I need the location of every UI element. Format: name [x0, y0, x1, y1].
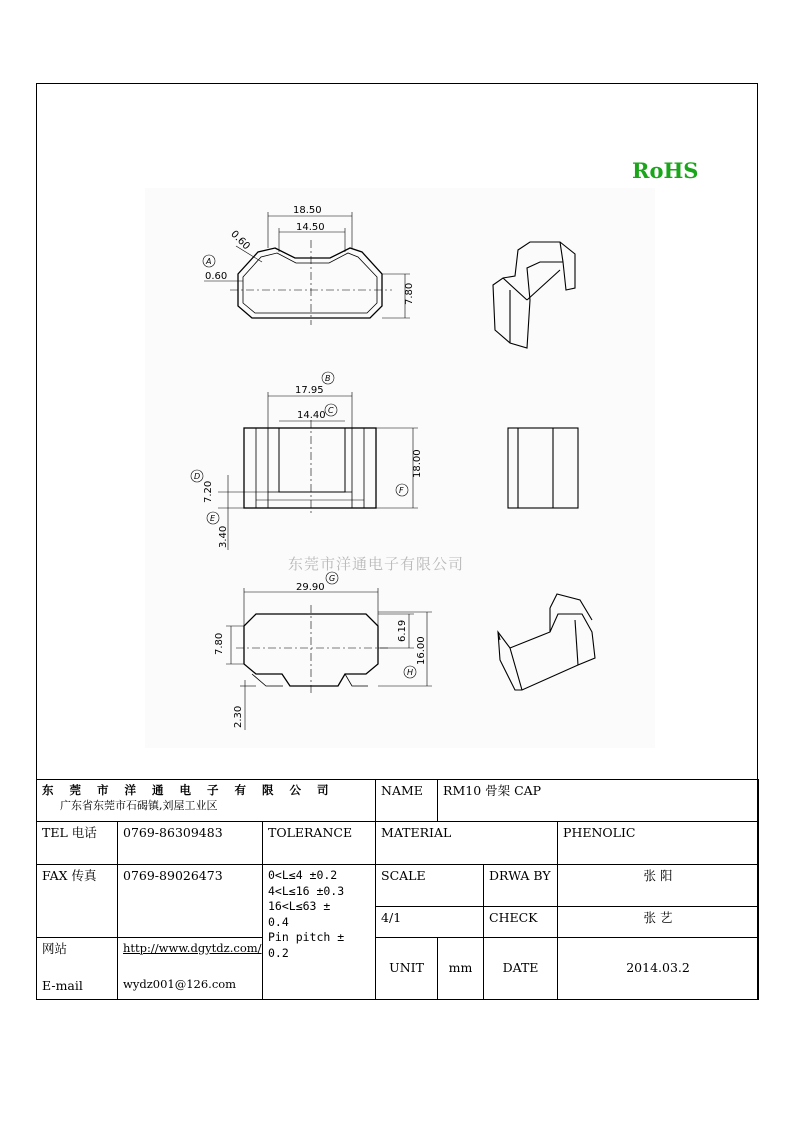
tolerance-line: 0<L≤4 ±0.2	[268, 868, 338, 882]
tolerance-label: TOLERANCE	[263, 822, 376, 865]
date-label: DATE	[484, 938, 558, 1000]
unit-label: UNIT	[376, 938, 438, 1000]
callout-a: A	[206, 257, 212, 266]
website-link[interactable]: http://www.dgytdz.com/	[123, 941, 262, 955]
scale-value: 4/1	[376, 907, 484, 938]
tel-value: 0769-86309483	[118, 822, 263, 865]
callout-f: F	[399, 486, 404, 495]
tolerance-line: 0.2	[268, 945, 289, 960]
tolerance-line: 16<L≤63 ±	[268, 899, 331, 914]
name-value: RM10 骨架 CAP	[438, 780, 759, 822]
drawn-by-value: 张 阳	[558, 865, 759, 907]
material-label: MATERIAL	[376, 822, 558, 865]
dim-wall: 0.60	[205, 271, 228, 282]
email-value: wydz001@126.com	[123, 976, 237, 991]
dim-front-floor: 7.20	[203, 480, 214, 503]
callout-e: E	[210, 514, 216, 523]
dim-top-height: 7.80	[404, 282, 415, 305]
dim-bottom-tab: 2.30	[233, 705, 244, 728]
side-view	[508, 428, 578, 508]
dim-bottom-height-right: 16.00	[416, 636, 427, 665]
company-address: 广东省东莞市石碣镇,刘屋工业区	[60, 798, 218, 812]
dim-inner-width: 14.50	[296, 222, 325, 233]
dim-front-inner: 14.40	[297, 410, 326, 421]
check-value: 张 艺	[558, 907, 759, 938]
drawn-by-label: DRWA BY	[484, 865, 558, 907]
check-label: CHECK	[484, 907, 558, 938]
email-label: E-mail	[42, 977, 83, 993]
iso-view-top	[493, 242, 575, 348]
front-view	[191, 372, 418, 550]
contact-values-cell	[118, 938, 263, 1000]
material-value: PHENOLIC	[558, 822, 759, 865]
dim-outer-width: 18.50	[293, 205, 322, 216]
dim-front-height: 18.00	[412, 449, 423, 478]
tolerance-line: 4<L≤16 ±0.3	[268, 883, 345, 898]
date-value: 2014.03.2	[558, 938, 759, 1000]
scale-label: SCALE	[376, 865, 484, 907]
tel-label: TEL 电话	[37, 822, 118, 865]
callout-h: H	[407, 668, 414, 677]
tolerance-line: 0.4	[268, 914, 289, 929]
bottom-view	[226, 572, 432, 730]
callout-d: D	[194, 472, 201, 481]
rohs-badge: RoHS	[632, 158, 699, 183]
dim-front-outer: 17.95	[295, 385, 324, 396]
iso-view-bottom	[498, 594, 595, 690]
company-watermark: 东莞市洋通电子有限公司	[288, 555, 465, 573]
dim-bottom-height-left: 7.80	[214, 632, 225, 655]
dimension-labels	[194, 205, 427, 728]
fax-value: 0769-89026473	[118, 865, 263, 938]
company-cell	[37, 780, 376, 822]
tolerance-line: Pin pitch ±	[268, 930, 345, 945]
dim-front-base: 3.40	[218, 525, 229, 548]
callout-b: B	[325, 374, 331, 383]
title-block	[36, 779, 759, 1000]
dim-bottom-notch: 6.19	[397, 619, 408, 642]
dim-bottom-width: 29.90	[296, 582, 325, 593]
name-label: NAME	[376, 780, 438, 822]
contact-labels-cell	[37, 938, 118, 1000]
unit-value: mm	[438, 938, 484, 1000]
company-name: 东 莞 市 洋 通 电 子 有 限 公 司	[42, 783, 335, 797]
fax-label: FAX 传真	[37, 865, 118, 938]
callout-c: C	[328, 406, 334, 415]
callout-g: G	[329, 574, 336, 583]
tolerance-values	[263, 865, 376, 1000]
website-label: 网站	[42, 941, 68, 956]
dim-chamfer: 0.60	[228, 228, 252, 253]
